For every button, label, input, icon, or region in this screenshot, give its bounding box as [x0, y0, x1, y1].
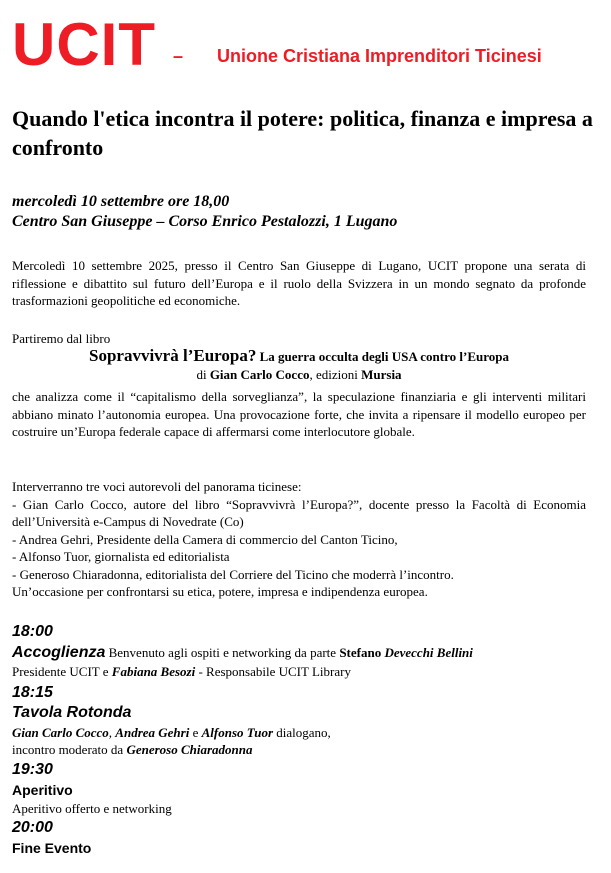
event-location: Centro San Giuseppe – Corso Enrico Pestalozzi, 1 Lugano — [12, 213, 398, 230]
book-title-line — [12, 346, 586, 366]
panelist-sep-1: , — [108, 725, 116, 740]
book-author: Gian Carlo Cocco — [209, 367, 310, 382]
header-dash: – — [173, 46, 184, 66]
program-time-1: 18:00 — [12, 623, 53, 640]
ucit-logo: UCIT — [12, 11, 156, 78]
intro-paragraph: Mercoledì 10 settembre 2025, presso il Centro San Giuseppe di Lugano, UCIT propone una serata di riflessione e dibattito sul futuro dell’Europa e il ruolo della Svizzera in un mondo segnato da profonde trasformazioni geopolitiche ed economiche. — [12, 258, 586, 308]
header — [12, 10, 602, 80]
program-entry-2b — [12, 741, 253, 758]
speaker-item: - Generoso Chiaradonna, editorialista del Corriere del Ticino che moderrà l’incontro. — [12, 566, 454, 582]
speaker-item: - Gian Carlo Cocco, autore del libro “Sopravvivrà l’Europa?”, docente presso la Facoltà di Economia dell’Università e-Campus di Novedrate (Co) — [12, 496, 586, 529]
speakers-lead: Interverranno tre voci autorevoli del panorama ticinese: — [12, 479, 302, 494]
program-time-3: 19:30 — [12, 761, 53, 778]
host-first-name: Stefano — [339, 645, 385, 660]
program-entry-2a — [12, 724, 331, 741]
program-entry-1b — [12, 663, 351, 680]
event-datetime: mercoledì 10 settembre ore 18,00 — [12, 193, 230, 210]
panelist-3: Alfonso Tuor — [201, 725, 274, 740]
book-sep: , edizioni — [309, 367, 362, 382]
program-time-4: 20:00 — [12, 819, 53, 836]
moderator-name: Generoso Chiaradonna — [126, 742, 253, 757]
book-description: che analizza come il “capitalismo della sorveglianza”, la speculazione finanziaria e gli interventi militari abbiano minato l’autonomia europea. Una provocazione forte, che invita a ripensare il modello europeo per costruire un’Europa federale capace di affermarsi come interlocutore globale. — [12, 389, 586, 439]
program-text-2a: dialogano, — [273, 725, 331, 740]
program-text-3: Aperitivo offerto e networking — [12, 801, 172, 816]
program-text-1a: Benvenuto agli ospiti e networking da parte — [105, 645, 340, 660]
cohost-name: Fabiana Besozi — [111, 664, 196, 679]
panelist-sep-2: e — [189, 725, 202, 740]
program-text-1b: Presidente UCIT e — [12, 664, 112, 679]
book-author-line — [12, 367, 586, 383]
book-title: Sopravvivrà l’Europa? — [89, 346, 257, 365]
speakers-section — [12, 478, 586, 601]
event-when — [12, 192, 604, 232]
panelist-2: Andrea Gehri — [115, 725, 190, 740]
program-text-2b: incontro moderato da — [12, 742, 127, 757]
speaker-item: - Andrea Gehri, Presidente della Camera di commercio del Canton Ticino, — [12, 531, 398, 547]
book-subtitle: La guerra occulta degli USA contro l’Europa — [256, 349, 509, 364]
host-last-name: Devecchi Bellini — [384, 645, 473, 660]
program-label-2: Tavola Rotonda — [12, 704, 132, 721]
speaker-item: - Alfonso Tuor, giornalista ed editorialista — [12, 549, 230, 564]
program-label-4: Fine Evento — [12, 840, 92, 856]
book-lead: Partiremo dal libro — [12, 331, 111, 346]
panelist-1: Gian Carlo Cocco — [12, 725, 109, 740]
program-label-3: Aperitivo — [12, 782, 73, 798]
organization-name: Unione Cristiana Imprenditori Ticinesi — [217, 46, 542, 66]
program-text-1c: - Responsabile UCIT Library — [195, 664, 351, 679]
event-title: Quando l'etica incontra il potere: politica, finanza e impresa a confronto — [12, 106, 593, 160]
book-by: di — [196, 367, 210, 382]
program-label-1: Accoglienza — [12, 644, 106, 661]
speakers-closing: Un’occasione per confrontarsi su etica, potere, impresa e indipendenza europea. — [12, 584, 428, 599]
program-time-2: 18:15 — [12, 684, 53, 701]
program-entry-1 — [12, 643, 473, 663]
book-publisher: Mursia — [361, 367, 402, 382]
